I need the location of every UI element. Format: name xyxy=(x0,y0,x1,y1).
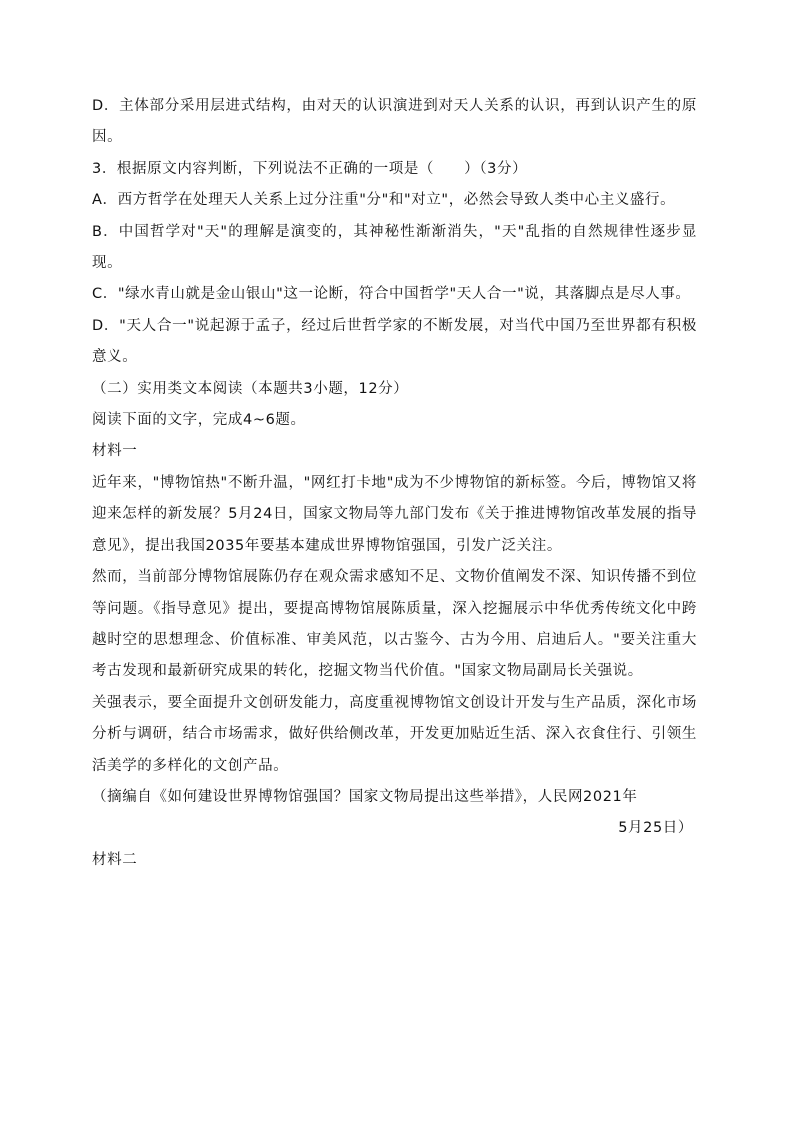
source-citation: （摘编自《如何建设世界博物馆强国？国家文物局提出这些举措》，人民网2021年 xyxy=(92,788,638,805)
option-b: B．中国哲学对"天"的理解是演变的，其神秘性渐渐消失，"天"乱指的自然规律性逐步显现。 xyxy=(92,223,697,272)
material-one-paragraph-2: 然而，当前部分博物馆展陈仍存在观众需求感知不足、文物价值阐发不深、知识传播不到位等问题。《指导意见》提出，要提高博物馆展陈质量，深入挖掘展示中华优秀传统文化中跨越时空的思想理念、价值标准、审美风范，以古鉴今、古为今用、启迪后人。"要关注重大考古发现和最新研究成果的转化，挖掘文物当代价值。"国家文物局副局长关强说。 xyxy=(92,569,697,680)
material-one-paragraph-3: 关强表示，要全面提升文创研发能力，高度重视博物馆文创设计开发与生产品质，深化市场分析与调研，结合市场需求，做好供给侧改革，开发更加贴近生活、深入衣食住行、引领生活美学的多样化的文创产品。 xyxy=(92,694,697,774)
material-one-paragraph-1: 近年来，"博物馆热"不断升温，"网红打卡地"成为不少博物馆的新标签。今后，博物馆又将迎来怎样的新发展？5月24日，国家文物局等九部门发布《关于推进博物馆改革发展的指导意见》，提出我国2035年要基本建成世界博物馆强国，引发广泛关注。 xyxy=(92,474,697,554)
source-citation-date: 5月25日） xyxy=(618,820,693,837)
option-d: D．"天人合一"说起源于孟子，经过后世哲学家的不断发展，对当代中国乃至世界都有积极意义。 xyxy=(92,317,697,366)
reading-instruction: 阅读下面的文字，完成4~6题。 xyxy=(92,412,306,429)
material-one-title: 材料一 xyxy=(92,443,138,460)
document-body xyxy=(92,91,697,876)
material-two-title: 材料二 xyxy=(92,851,138,868)
option-a: A．西方哲学在处理天人关系上过分注重"分"和"对立"，必然会导致人类中心主义盛行。 xyxy=(92,192,676,209)
question-3: 3．根据原文内容判断，下列说法不正确的一项是（ ）（3分） xyxy=(92,160,528,177)
section-heading: （二）实用类文本阅读（本题共3小题，12分） xyxy=(92,380,409,397)
option-c: C．"绿水青山就是金山银山"这一论断，符合中国哲学"天人合一"说，其落脚点是尽人事。 xyxy=(92,286,691,303)
option-d-structure: D．主体部分采用层进式结构，由对天的认识演进到对天人关系的认识，再到认识产生的原因。 xyxy=(92,98,697,146)
